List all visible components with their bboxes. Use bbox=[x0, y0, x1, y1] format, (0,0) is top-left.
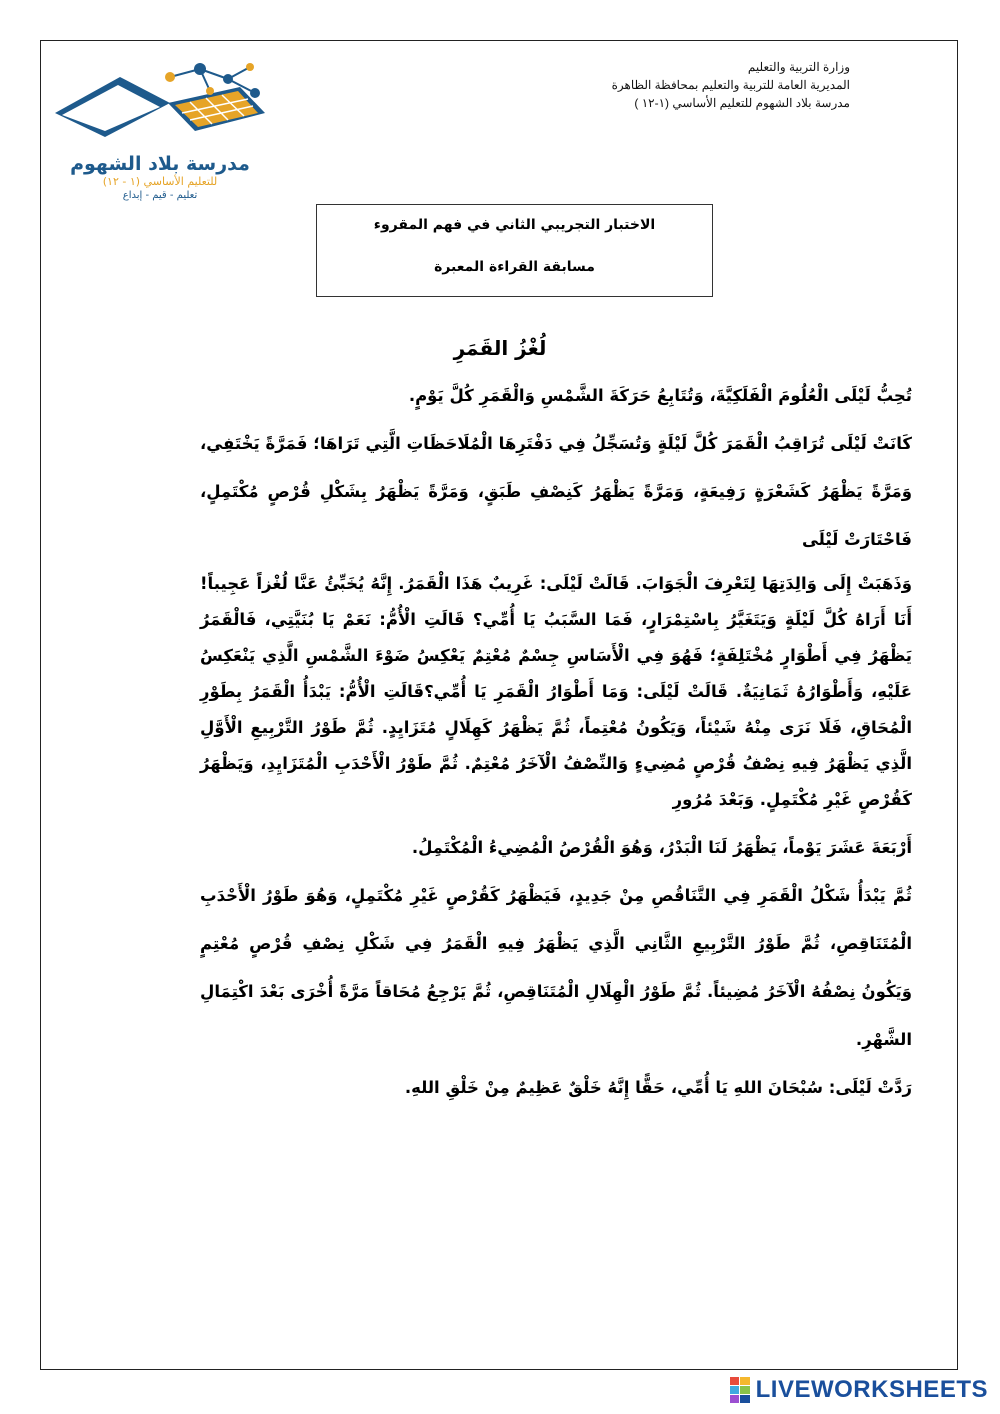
liveworksheets-brand[interactable] bbox=[730, 1376, 988, 1404]
logo-school-name: مدرسة بلاد الشهوم bbox=[70, 153, 250, 175]
story-body bbox=[200, 372, 912, 1112]
story-paragraph: وَذَهَبَتْ إِلَى وَالِدَتِهَا لِتَعْرِفَ الْجَوَابَ. قَالَتْ لَيْلَى: غَرِيبٌ هَذَا الْقَمَرُ. إِنَّهُ يُخَبِّئُ عَنَّا لُغْزاً عَجِيباً! أَنَا أَرَاهُ كُلَّ لَيْلَةٍ وَيَتَغَيَّرُ بِاسْتِمْرَارٍ، فَمَا السَّبَبُ يَا أُمِّي؟ قَالَتِ الْأُمُّ: نَعَمْ يَا بُنَيَّتِي، فَالْقَمَرُ يَظْهَرُ فِي أَطْوَارٍ مُخْتَلِفَةٍ؛ فَهُوَ فِي الْأَسَاسِ جِسْمٌ مُعْتِمٌ يَعْكِسُ ضَوْءَ الشَّمْسِ الَّذِي يَنْعَكِسُ عَلَيْهِ، وَأَطْوَارُهُ ثَمَانِيَةٌ. قَالَتْ لَيْلَى: وَمَا أَطْوَارُ الْقَمَرِ يَا أُمِّي؟قَالَتِ الْأُمُّ: يَبْدَأُ الْقَمَرُ بِطَوْرِ الْمُحَاقِ، فَلَا نَرَى مِنْهُ شَيْئاً، وَيَكُونُ مُعْتِماً، ثُمَّ يَظْهَرُ كَهِلَالٍ مُتَزَايِدٍ. ثُمَّ طَوْرُ التَّرْبِيعِ الْأَوَّلِ الَّذِي يَظْهَرُ فِيهِ نِصْفُ قُرْصٍ مُضِيءٍ وَالنِّصْفُ الْآخَرُ مُعْتِمٌ. ثُمَّ طَوْرُ الْأَحْدَبِ الْمُتَزَايِدِ، وَيَظْهَرُ كَقُرْصٍ غَيْرِ مُكْتَمِلٍ. وَبَعْدَ مُرُورِ bbox=[200, 574, 912, 809]
exam-title-box bbox=[316, 204, 713, 297]
molecule-icon bbox=[165, 63, 260, 98]
school-logo-graphic bbox=[50, 55, 280, 155]
school-header bbox=[612, 58, 850, 112]
story-title: لُغْزُ القَمَرِ bbox=[453, 336, 547, 360]
directorate-line: المديرية العامة للتربية والتعليم بمحافظة الظاهرة bbox=[611, 78, 850, 92]
story-paragraph: كَانَتْ لَيْلَى تُرَاقِبُ الْقَمَرَ كُلَّ لَيْلَةٍ وَتُسَجِّلُ فِي دَفْتَرِهَا الْمُلَاحَظَاتِ الَّتِي تَرَاهَا؛ فَمَرَّةً يَخْتَفِي، وَمَرَّةً يَظْهَرُ كَشَعْرَةٍ رَفِيعَةٍ، وَمَرَّةً يَظْهَرُ كَنِصْفِ طَبَقٍ، وَمَرَّةً يَظْهَرُ بِشَكْلِ قُرْصٍ مُكْتَمِلٍ، فَاحْتَارَتْ لَيْلَى bbox=[200, 434, 912, 549]
liveworksheets-label: LIVEWORKSHEETS bbox=[755, 1376, 988, 1403]
logo-slogan: تعليم - قيم - إبداع bbox=[122, 190, 198, 201]
story-paragraph: ثُمَّ يَبْدَأُ شَكْلُ الْقَمَرِ فِي التَّنَاقُصِ مِنْ جَدِيدٍ، فَيَظْهَرُ كَقُرْصٍ غَيْرِ مُكْتَمِلٍ، وَهُوَ طَوْرُ الْأَحْدَبِ الْمُتَنَاقِصِ، ثُمَّ طَوْرُ التَّرْبِيعِ الثَّانِي الَّذِي يَظْهَرُ فِيهِ الْقَمَرُ فِي شَكْلِ نِصْفِ قُرْصٍ مُعْتِمٍ وَيَكُونُ نِصْفُهُ الْآخَرُ مُضِيئاً. ثُمَّ طَوْرُ الْهِلَالِ الْمُتَنَاقِصِ، ثُمَّ يَرْجِعُ مُحَاقاً مَرَّةً أُخْرَى بَعْدَ اكْتِمَالِ الشَّهْرِ. bbox=[200, 886, 912, 1049]
logo-subtitle: للتعليم الأساسي (١ - ١٢) bbox=[102, 175, 218, 188]
story-paragraph: رَدَّتْ لَيْلَى: سُبْحَانَ اللهِ يَا أُمِّي، حَقًّا إِنَّهُ خَلْقٌ عَظِيمٌ مِنْ خَلْقِ اللهِ. bbox=[404, 1078, 912, 1097]
school-line: مدرسة بلاد الشهوم للتعليم الأساسي (١-١٢ ) bbox=[634, 96, 850, 110]
ministry-line: وزارة التربية والتعليم bbox=[747, 60, 850, 74]
exam-subtitle: مسابقة القراءة المعبرة bbox=[434, 259, 595, 275]
school-logo bbox=[50, 55, 280, 205]
liveworksheets-logo-icon bbox=[730, 1377, 750, 1403]
exam-title: الاختبار التجريبي الثاني في فهم المقروء bbox=[373, 217, 656, 233]
story-paragraph: تُحِبُّ لَيْلَى الْعُلُومَ الْفَلَكِيَّةَ، وَتُتَابِعُ حَرَكَةَ الشَّمْسِ وَالْقَمَرِ كُلَّ يَوْمٍ. bbox=[408, 386, 912, 405]
story-paragraph: أَرْبَعَةَ عَشَرَ يَوْماً، يَظْهَرُ لَنَا الْبَدْرُ، وَهُوَ الْقُرْصُ الْمُضِيءُ الْمُكْتَمِلُ. bbox=[411, 838, 912, 857]
